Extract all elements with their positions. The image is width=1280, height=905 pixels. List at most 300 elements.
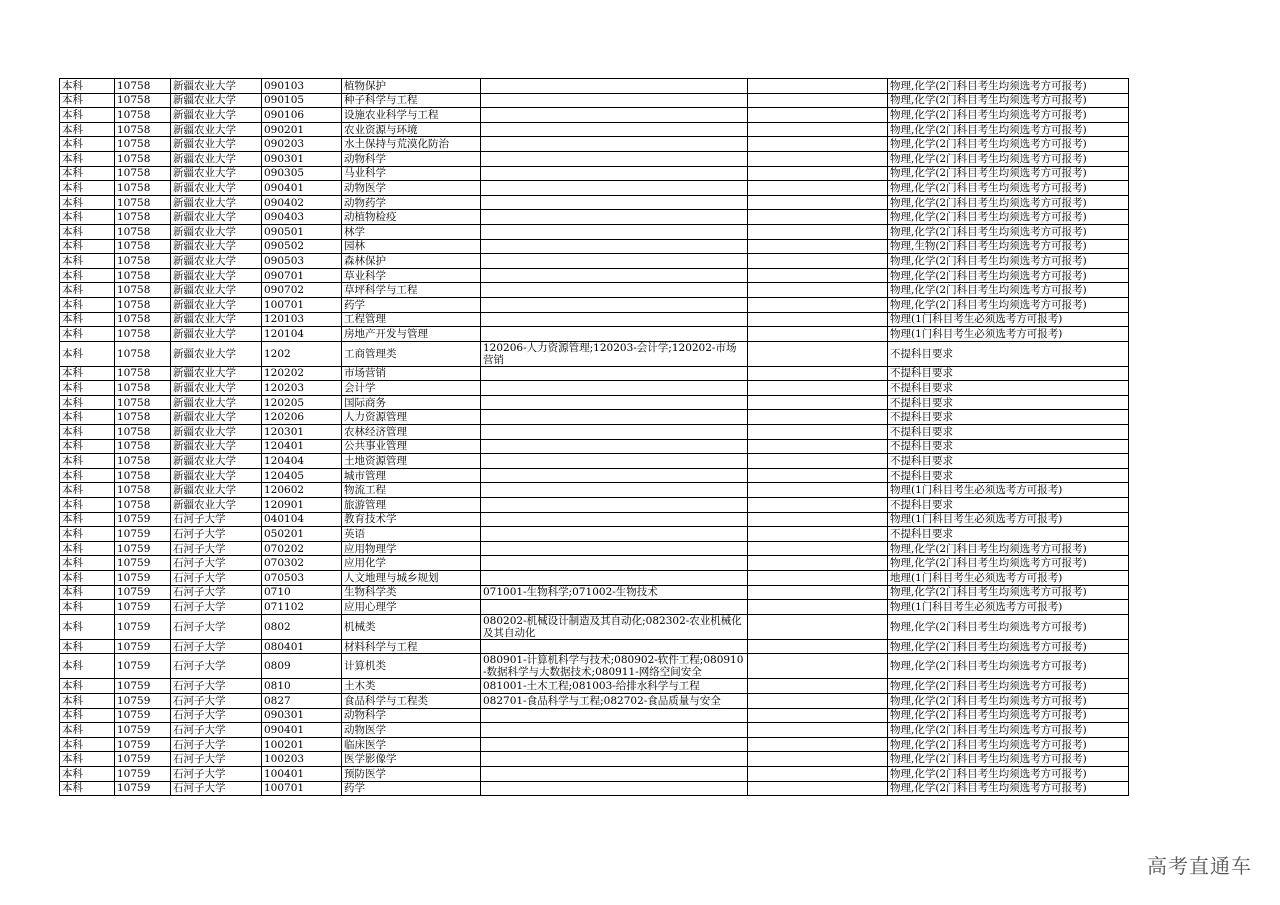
subject-requirement-cell: 物理,化学(2门科目考生均须选考方可报考) [888, 541, 1129, 556]
subject-requirement-cell: 不提科目要求 [888, 366, 1129, 381]
included-majors-cell [481, 79, 748, 94]
major-name-cell: 动物科学 [342, 708, 481, 723]
school-code-cell: 10759 [115, 512, 171, 527]
table-row [60, 425, 1129, 440]
major-name-cell: 动植物检疫 [342, 210, 481, 225]
subject-requirement-cell: 不提科目要求 [888, 395, 1129, 410]
subject-requirement-cell: 物理,化学(2门科目考生均须选考方可报考) [888, 679, 1129, 694]
subject-requirement-cell: 不提科目要求 [888, 468, 1129, 483]
major-code-cell: 090701 [262, 268, 342, 283]
school-name-cell: 新疆农业大学 [171, 181, 262, 196]
level-cell: 本科 [60, 639, 115, 654]
major-code-cell: 090301 [262, 151, 342, 166]
table-row [60, 439, 1129, 454]
included-majors-cell [481, 297, 748, 312]
blank-cell [748, 708, 888, 723]
school-name-cell: 石河子大学 [171, 639, 262, 654]
major-code-cell: 100701 [262, 297, 342, 312]
level-cell: 本科 [60, 297, 115, 312]
subject-requirement-cell: 物理,生物(2门科目考生均须选考方可报考) [888, 239, 1129, 254]
level-cell: 本科 [60, 137, 115, 152]
school-name-cell: 新疆农业大学 [171, 239, 262, 254]
major-name-cell: 临床医学 [342, 737, 481, 752]
major-name-cell: 教育技术学 [342, 512, 481, 527]
major-name-cell: 生物科学类 [342, 585, 481, 600]
subject-requirement-cell: 物理,化学(2门科目考生均须选考方可报考) [888, 122, 1129, 137]
table-row [60, 781, 1129, 796]
subject-requirement-cell: 物理,化学(2门科目考生均须选考方可报考) [888, 708, 1129, 723]
blank-cell [748, 498, 888, 513]
major-name-cell: 机械类 [342, 614, 481, 639]
table-row [60, 254, 1129, 269]
subject-requirement-cell: 物理,化学(2门科目考生均须选考方可报考) [888, 297, 1129, 312]
blank-cell [748, 224, 888, 239]
major-name-cell: 市场营销 [342, 366, 481, 381]
table-row [60, 366, 1129, 381]
major-name-cell: 旅游管理 [342, 498, 481, 513]
table-row [60, 137, 1129, 152]
major-code-cell: 100201 [262, 737, 342, 752]
major-name-cell: 英语 [342, 527, 481, 542]
school-code-cell: 10758 [115, 498, 171, 513]
blank-cell [748, 283, 888, 298]
major-code-cell: 070503 [262, 571, 342, 586]
included-majors-cell [481, 366, 748, 381]
level-cell: 本科 [60, 585, 115, 600]
included-majors-cell [481, 498, 748, 513]
table-row [60, 224, 1129, 239]
table-row [60, 708, 1129, 723]
subject-requirement-cell: 物理,化学(2门科目考生均须选考方可报考) [888, 654, 1129, 679]
subject-requirement-cell: 不提科目要求 [888, 381, 1129, 396]
major-code-cell: 090402 [262, 195, 342, 210]
level-cell: 本科 [60, 708, 115, 723]
school-name-cell: 新疆农业大学 [171, 483, 262, 498]
table-row [60, 395, 1129, 410]
level-cell: 本科 [60, 679, 115, 694]
school-code-cell: 10758 [115, 381, 171, 396]
school-code-cell: 10759 [115, 585, 171, 600]
included-majors-cell [481, 483, 748, 498]
school-code-cell: 10759 [115, 723, 171, 738]
major-code-cell: 090106 [262, 108, 342, 123]
table-row [60, 341, 1129, 366]
blank-cell [748, 781, 888, 796]
level-cell: 本科 [60, 454, 115, 469]
level-cell: 本科 [60, 556, 115, 571]
table-row [60, 122, 1129, 137]
table-row [60, 410, 1129, 425]
subject-requirement-cell: 物理,化学(2门科目考生均须选考方可报考) [888, 766, 1129, 781]
school-code-cell: 10758 [115, 224, 171, 239]
table-row [60, 327, 1129, 342]
subject-requirement-cell: 不提科目要求 [888, 341, 1129, 366]
subject-requirement-cell: 不提科目要求 [888, 527, 1129, 542]
major-code-cell: 090301 [262, 708, 342, 723]
level-cell: 本科 [60, 737, 115, 752]
subject-requirement-cell: 物理,化学(2门科目考生均须选考方可报考) [888, 556, 1129, 571]
subject-requirement-cell: 不提科目要求 [888, 454, 1129, 469]
school-name-cell: 新疆农业大学 [171, 498, 262, 513]
school-code-cell: 10758 [115, 122, 171, 137]
school-code-cell: 10758 [115, 468, 171, 483]
blank-cell [748, 571, 888, 586]
level-cell: 本科 [60, 312, 115, 327]
school-code-cell: 10758 [115, 297, 171, 312]
school-name-cell: 新疆农业大学 [171, 468, 262, 483]
school-name-cell: 石河子大学 [171, 585, 262, 600]
school-name-cell: 新疆农业大学 [171, 297, 262, 312]
blank-cell [748, 483, 888, 498]
school-name-cell: 石河子大学 [171, 679, 262, 694]
included-majors-cell [481, 639, 748, 654]
level-cell: 本科 [60, 151, 115, 166]
subject-requirement-cell: 物理(1门科目考生必须选考方可报考) [888, 312, 1129, 327]
major-name-cell: 药学 [342, 297, 481, 312]
school-code-cell: 10759 [115, 737, 171, 752]
subject-requirement-cell: 物理,化学(2门科目考生均须选考方可报考) [888, 166, 1129, 181]
school-name-cell: 石河子大学 [171, 556, 262, 571]
major-code-cell: 090401 [262, 723, 342, 738]
school-name-cell: 石河子大学 [171, 527, 262, 542]
school-name-cell: 石河子大学 [171, 766, 262, 781]
included-majors-cell [481, 571, 748, 586]
school-code-cell: 10759 [115, 766, 171, 781]
blank-cell [748, 737, 888, 752]
included-majors-cell [481, 122, 748, 137]
table-row [60, 468, 1129, 483]
major-name-cell: 人文地理与城乡规划 [342, 571, 481, 586]
table-row [60, 541, 1129, 556]
blank-cell [748, 654, 888, 679]
blank-cell [748, 639, 888, 654]
major-code-cell: 090203 [262, 137, 342, 152]
major-code-cell: 120206 [262, 410, 342, 425]
included-majors-cell [481, 239, 748, 254]
major-name-cell: 房地产开发与管理 [342, 327, 481, 342]
school-code-cell: 10758 [115, 283, 171, 298]
major-name-cell: 材料科学与工程 [342, 639, 481, 654]
level-cell: 本科 [60, 752, 115, 767]
school-code-cell: 10759 [115, 614, 171, 639]
major-name-cell: 工程管理 [342, 312, 481, 327]
table-row [60, 585, 1129, 600]
subject-requirement-cell: 物理,化学(2门科目考生均须选考方可报考) [888, 210, 1129, 225]
blank-cell [748, 181, 888, 196]
school-name-cell: 石河子大学 [171, 752, 262, 767]
level-cell: 本科 [60, 512, 115, 527]
school-code-cell: 10758 [115, 483, 171, 498]
level-cell: 本科 [60, 224, 115, 239]
major-code-cell: 120103 [262, 312, 342, 327]
major-code-cell: 090305 [262, 166, 342, 181]
included-majors-cell: 071001-生物科学;071002-生物技术 [481, 585, 748, 600]
level-cell: 本科 [60, 498, 115, 513]
major-code-cell: 090103 [262, 79, 342, 94]
blank-cell [748, 254, 888, 269]
included-majors-cell [481, 195, 748, 210]
included-majors-cell [481, 93, 748, 108]
level-cell: 本科 [60, 181, 115, 196]
included-majors-cell [481, 137, 748, 152]
school-code-cell: 10758 [115, 239, 171, 254]
major-code-cell: 040104 [262, 512, 342, 527]
major-name-cell: 植物保护 [342, 79, 481, 94]
school-name-cell: 新疆农业大学 [171, 312, 262, 327]
table-row [60, 108, 1129, 123]
table-row [60, 512, 1129, 527]
subject-requirement-cell: 物理,化学(2门科目考生均须选考方可报考) [888, 723, 1129, 738]
school-name-cell: 新疆农业大学 [171, 283, 262, 298]
major-code-cell: 090503 [262, 254, 342, 269]
school-name-cell: 新疆农业大学 [171, 93, 262, 108]
major-code-cell: 050201 [262, 527, 342, 542]
blank-cell [748, 556, 888, 571]
table-row [60, 571, 1129, 586]
blank-cell [748, 425, 888, 440]
blank-cell [748, 410, 888, 425]
major-name-cell: 园林 [342, 239, 481, 254]
included-majors-cell [481, 600, 748, 615]
major-name-cell: 土地资源管理 [342, 454, 481, 469]
major-code-cell: 090105 [262, 93, 342, 108]
school-name-cell: 石河子大学 [171, 512, 262, 527]
subject-requirement-cell: 物理,化学(2门科目考生均须选考方可报考) [888, 137, 1129, 152]
level-cell: 本科 [60, 483, 115, 498]
level-cell: 本科 [60, 341, 115, 366]
major-name-cell: 城市管理 [342, 468, 481, 483]
major-code-cell: 120203 [262, 381, 342, 396]
blank-cell [748, 512, 888, 527]
subject-requirement-cell: 不提科目要求 [888, 439, 1129, 454]
blank-cell [748, 122, 888, 137]
subject-requirement-cell: 物理,化学(2门科目考生均须选考方可报考) [888, 93, 1129, 108]
school-code-cell: 10758 [115, 137, 171, 152]
major-code-cell: 090702 [262, 283, 342, 298]
level-cell: 本科 [60, 122, 115, 137]
level-cell: 本科 [60, 366, 115, 381]
school-name-cell: 新疆农业大学 [171, 151, 262, 166]
level-cell: 本科 [60, 439, 115, 454]
table-row [60, 737, 1129, 752]
school-name-cell: 新疆农业大学 [171, 381, 262, 396]
subject-requirement-cell: 物理(1门科目考生必须选考方可报考) [888, 512, 1129, 527]
level-cell: 本科 [60, 283, 115, 298]
major-name-cell: 应用化学 [342, 556, 481, 571]
watermark-text: 高考直通车 [1147, 854, 1252, 878]
blank-cell [748, 151, 888, 166]
school-name-cell: 石河子大学 [171, 723, 262, 738]
school-name-cell: 新疆农业大学 [171, 366, 262, 381]
major-code-cell: 120401 [262, 439, 342, 454]
level-cell: 本科 [60, 723, 115, 738]
included-majors-cell [481, 512, 748, 527]
school-code-cell: 10759 [115, 600, 171, 615]
level-cell: 本科 [60, 425, 115, 440]
school-name-cell: 新疆农业大学 [171, 79, 262, 94]
school-code-cell: 10758 [115, 79, 171, 94]
included-majors-cell [481, 381, 748, 396]
subject-requirement-cell: 物理,化学(2门科目考生均须选考方可报考) [888, 268, 1129, 283]
blank-cell [748, 693, 888, 708]
included-majors-cell: 120206-人力资源管理;120203-会计学;120202-市场营销 [481, 341, 748, 366]
school-code-cell: 10758 [115, 410, 171, 425]
major-name-cell: 国际商务 [342, 395, 481, 410]
included-majors-cell [481, 327, 748, 342]
major-code-cell: 100203 [262, 752, 342, 767]
included-majors-cell [481, 527, 748, 542]
included-majors-cell [481, 312, 748, 327]
table-row [60, 483, 1129, 498]
major-code-cell: 090502 [262, 239, 342, 254]
table-row [60, 498, 1129, 513]
blank-cell [748, 108, 888, 123]
major-code-cell: 090501 [262, 224, 342, 239]
table-row [60, 454, 1129, 469]
table-row [60, 312, 1129, 327]
major-code-cell: 120405 [262, 468, 342, 483]
school-name-cell: 新疆农业大学 [171, 137, 262, 152]
level-cell: 本科 [60, 527, 115, 542]
table-row [60, 614, 1129, 639]
school-code-cell: 10759 [115, 654, 171, 679]
table-row [60, 181, 1129, 196]
table-row [60, 752, 1129, 767]
school-name-cell: 新疆农业大学 [171, 122, 262, 137]
major-name-cell: 预防医学 [342, 766, 481, 781]
included-majors-cell [481, 268, 748, 283]
blank-cell [748, 439, 888, 454]
included-majors-cell [481, 723, 748, 738]
major-code-cell: 090403 [262, 210, 342, 225]
school-code-cell: 10758 [115, 254, 171, 269]
included-majors-cell [481, 781, 748, 796]
table-row [60, 268, 1129, 283]
major-code-cell: 120205 [262, 395, 342, 410]
table-body [60, 79, 1129, 796]
school-name-cell: 新疆农业大学 [171, 224, 262, 239]
included-majors-cell: 081001-土木工程;081003-给排水科学与工程 [481, 679, 748, 694]
table-row [60, 297, 1129, 312]
level-cell: 本科 [60, 254, 115, 269]
school-name-cell: 石河子大学 [171, 708, 262, 723]
subject-requirement-cell: 物理,化学(2门科目考生均须选考方可报考) [888, 585, 1129, 600]
blank-cell [748, 137, 888, 152]
table-row [60, 527, 1129, 542]
included-majors-cell [481, 410, 748, 425]
included-majors-cell: 080901-计算机科学与技术;080902-软件工程;080910-数据科学与大数据技术;080911-网络空间安全 [481, 654, 748, 679]
table-row [60, 693, 1129, 708]
school-name-cell: 石河子大学 [171, 541, 262, 556]
included-majors-cell [481, 737, 748, 752]
school-name-cell: 石河子大学 [171, 571, 262, 586]
included-majors-cell [481, 224, 748, 239]
blank-cell [748, 297, 888, 312]
major-name-cell: 应用心理学 [342, 600, 481, 615]
included-majors-cell [481, 395, 748, 410]
school-code-cell: 10758 [115, 327, 171, 342]
school-name-cell: 新疆农业大学 [171, 268, 262, 283]
major-name-cell: 医学影像学 [342, 752, 481, 767]
subject-requirement-cell: 物理,化学(2门科目考生均须选考方可报考) [888, 781, 1129, 796]
major-code-cell: 120104 [262, 327, 342, 342]
blank-cell [748, 723, 888, 738]
major-name-cell: 动物科学 [342, 151, 481, 166]
subject-requirement-cell: 物理,化学(2门科目考生均须选考方可报考) [888, 752, 1129, 767]
school-name-cell: 新疆农业大学 [171, 210, 262, 225]
included-majors-cell [481, 454, 748, 469]
major-name-cell: 林学 [342, 224, 481, 239]
included-majors-cell [481, 708, 748, 723]
major-code-cell: 100401 [262, 766, 342, 781]
level-cell: 本科 [60, 268, 115, 283]
included-majors-cell [481, 439, 748, 454]
blank-cell [748, 366, 888, 381]
level-cell: 本科 [60, 239, 115, 254]
blank-cell [748, 93, 888, 108]
major-code-cell: 070202 [262, 541, 342, 556]
subject-requirement-cell: 物理,化学(2门科目考生均须选考方可报考) [888, 151, 1129, 166]
school-code-cell: 10759 [115, 556, 171, 571]
blank-cell [748, 585, 888, 600]
major-code-cell: 120901 [262, 498, 342, 513]
blank-cell [748, 600, 888, 615]
subject-requirement-cell: 物理,化学(2门科目考生均须选考方可报考) [888, 254, 1129, 269]
school-name-cell: 新疆农业大学 [171, 341, 262, 366]
subject-requirement-cell: 不提科目要求 [888, 498, 1129, 513]
school-code-cell: 10758 [115, 341, 171, 366]
school-code-cell: 10758 [115, 210, 171, 225]
major-code-cell: 070302 [262, 556, 342, 571]
subject-requirement-cell: 不提科目要求 [888, 425, 1129, 440]
subject-requirement-cell: 物理,化学(2门科目考生均须选考方可报考) [888, 693, 1129, 708]
level-cell: 本科 [60, 541, 115, 556]
included-majors-cell [481, 181, 748, 196]
school-code-cell: 10759 [115, 708, 171, 723]
major-code-cell: 0710 [262, 585, 342, 600]
major-name-cell: 应用物理学 [342, 541, 481, 556]
school-name-cell: 石河子大学 [171, 600, 262, 615]
major-name-cell: 食品科学与工程类 [342, 693, 481, 708]
school-name-cell: 新疆农业大学 [171, 166, 262, 181]
major-code-cell: 090401 [262, 181, 342, 196]
school-name-cell: 新疆农业大学 [171, 395, 262, 410]
table-row [60, 79, 1129, 94]
table-row [60, 639, 1129, 654]
subject-requirement-cell: 物理,化学(2门科目考生均须选考方可报考) [888, 181, 1129, 196]
major-name-cell: 种子科学与工程 [342, 93, 481, 108]
major-code-cell: 0809 [262, 654, 342, 679]
level-cell: 本科 [60, 93, 115, 108]
table-row [60, 239, 1129, 254]
blank-cell [748, 79, 888, 94]
blank-cell [748, 527, 888, 542]
major-code-cell: 120301 [262, 425, 342, 440]
blank-cell [748, 679, 888, 694]
major-name-cell: 工商管理类 [342, 341, 481, 366]
school-code-cell: 10759 [115, 781, 171, 796]
blank-cell [748, 752, 888, 767]
school-code-cell: 10758 [115, 195, 171, 210]
included-majors-cell [481, 210, 748, 225]
major-code-cell: 0827 [262, 693, 342, 708]
school-code-cell: 10759 [115, 679, 171, 694]
school-code-cell: 10758 [115, 181, 171, 196]
school-name-cell: 新疆农业大学 [171, 439, 262, 454]
subject-requirement-cell: 不提科目要求 [888, 410, 1129, 425]
blank-cell [748, 210, 888, 225]
included-majors-cell: 080202-机械设计制造及其自动化;082302-农业机械化及其自动化 [481, 614, 748, 639]
